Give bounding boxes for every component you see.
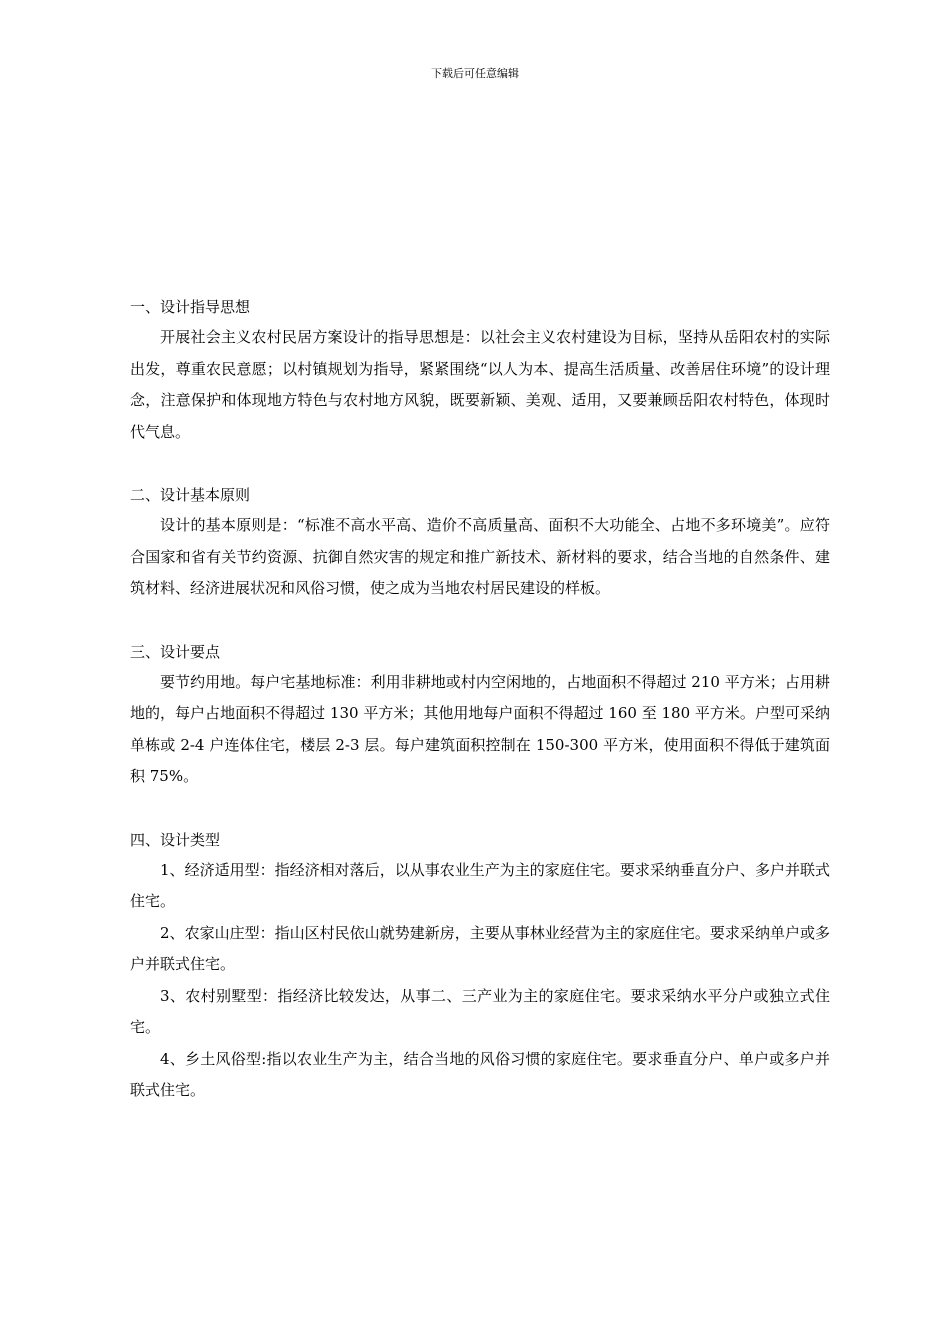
section-paragraph: 设计的基本原则是：“标准不高水平高、造价不高质量高、面积不大功能全、占地不多环境美”。应符合国家和省有关节约资源、抗御自然灾害的规定和推广新技术、新材料的要求，结合当地的自然条件、建筑材料、经济进展状况和风俗习惯，使之成为当地农村居民建设的样板。 [130,516,830,597]
section-heading: 四、设计类型 [130,830,221,849]
section-heading: 三、设计要点 [130,642,221,661]
section-paragraph: 开展社会主义农村民居方案设计的指导思想是：以社会主义农村建设为目标，坚持从岳阳农村的实际出发，尊重农民意愿；以村镇规划为指导，紧紧围绕“以人为本、提高生活质量、改善居住环境”的设计理念，注意保护和体现地方特色与农村地方风貌，既要新颖、美观、适用，又要兼顾岳阳农村特色，体现时代气息。 [130,328,830,441]
section-basic-principles [130,480,830,605]
page-header: 下载后可任意编辑 [431,67,519,80]
type-item-rural-villa: 3、农村别墅型：指经济比较发达，从事二、三产业为主的家庭住宅。要求采纳水平分户或独立式住宅。 [130,986,830,1036]
section-design-types [130,825,830,1107]
type-item-mountain-villa: 2、农家山庄型：指山区村民依山就势建新房，主要从事林业经营为主的家庭住宅。要求采纳单户或多户并联式住宅。 [130,923,830,973]
document-body [130,292,830,1107]
type-item-economic: 1、经济适用型：指经济相对落后，以从事农业生产为主的家庭住宅。要求采纳垂直分户、多户并联式住宅。 [130,860,830,910]
section-paragraph: 要节约用地。每户宅基地标准：利用非耕地或村内空闲地的，占地面积不得超过 210 平方米；占用耕地的，每户占地面积不得超过 130 平方米；其他用地每户面积不得超过 160 至 180 平方米。户型可采纳单栋或 2-4 户连体住宅，楼层 2-3 层。每户建筑面积控制在 150-300 平方米，使用面积不得低于建筑面积 75%。 [130,672,830,785]
type-item-local-custom: 4、乡土风俗型:指以农业生产为主，结合当地的风俗习惯的家庭住宅。要求垂直分户、单户或多户并联式住宅。 [130,1049,830,1099]
section-heading: 一、设计指导思想 [130,298,251,316]
section-design-points [130,637,830,793]
section-guiding-ideology [130,292,830,448]
section-heading: 二、设计基本原则 [130,486,251,504]
